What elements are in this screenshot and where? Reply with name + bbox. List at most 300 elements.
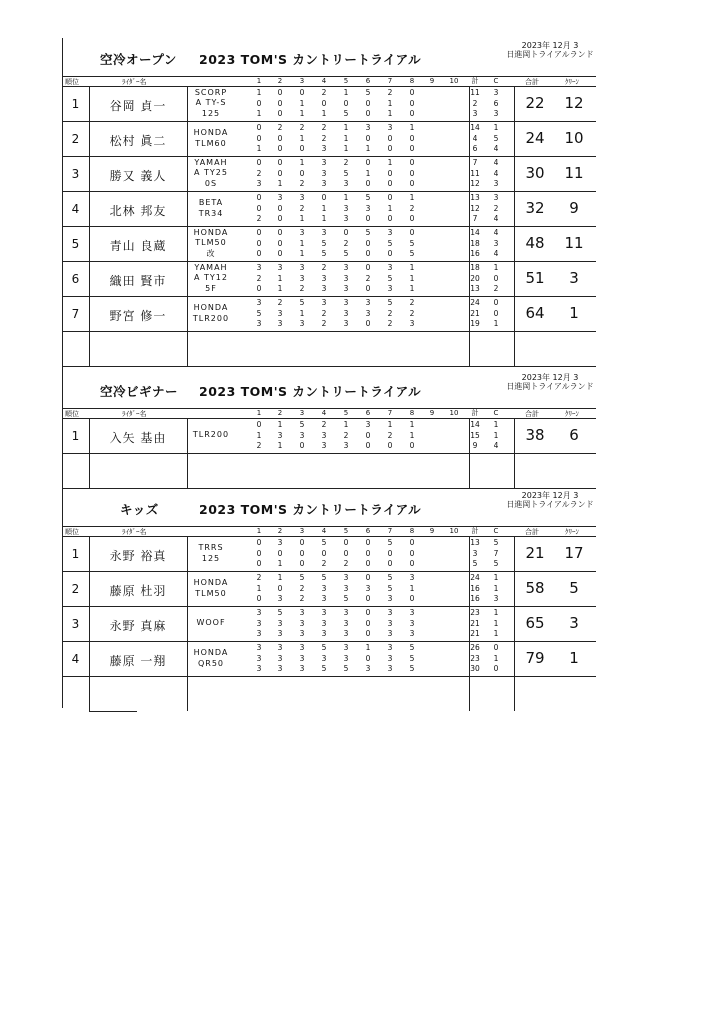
col-rank-label: 順位 — [65, 410, 79, 418]
rider-clean: 1 — [569, 304, 579, 322]
section-score: 0 — [365, 263, 371, 272]
bike-line: TLM60 — [195, 138, 227, 148]
event-date-venue — [500, 373, 600, 391]
section-score: 3 — [343, 608, 349, 617]
section-score: 0 — [365, 548, 371, 558]
rider-total: 64 — [525, 304, 545, 322]
section-score: 5 — [387, 298, 393, 307]
rider-clean: 3 — [569, 269, 579, 287]
section-score: 0 — [277, 168, 283, 178]
section-score: 2 — [409, 203, 415, 213]
rider-row — [62, 86, 596, 121]
section-score: 0 — [299, 559, 305, 568]
section-score: 0 — [256, 559, 262, 568]
section-score: 2 — [256, 168, 262, 178]
section-score: 1 — [277, 559, 283, 568]
lap-clean: 2 — [493, 284, 499, 293]
rider-bike — [190, 543, 232, 564]
section-score: 2 — [387, 88, 393, 97]
lap-clean: 1 — [493, 319, 499, 328]
section-score: 0 — [409, 98, 415, 108]
rider-row — [62, 261, 596, 296]
bike-line: A TY12 — [194, 273, 228, 283]
rider-rank: 4 — [71, 202, 80, 216]
section-score: 3 — [343, 643, 349, 652]
rider-clean: 12 — [564, 94, 584, 112]
col-c-label: C — [493, 77, 499, 85]
section-score: 0 — [277, 238, 283, 248]
section-score: 0 — [277, 144, 283, 153]
lap-clean: 1 — [493, 420, 499, 429]
section-score: 0 — [256, 594, 262, 603]
section-number: 4 — [321, 527, 327, 535]
rider-name: 永野 裕真 — [109, 549, 167, 563]
rider-bike — [190, 578, 232, 599]
section-score: 1 — [256, 109, 262, 118]
class-title: キッズ — [120, 502, 159, 517]
rider-row — [62, 641, 596, 676]
section-score: 0 — [277, 583, 283, 593]
rider-total: 22 — [525, 94, 545, 112]
rider-row — [62, 536, 596, 571]
section-number: 5 — [343, 527, 349, 535]
lap-clean: 1 — [493, 618, 499, 628]
section-score: 1 — [299, 214, 305, 223]
section-score: 0 — [409, 168, 415, 178]
section-score: 3 — [256, 179, 262, 188]
section-score: 3 — [321, 583, 327, 593]
section-score: 5 — [409, 249, 415, 258]
rider-row — [62, 156, 596, 191]
section-score: 2 — [256, 573, 262, 582]
section-score: 0 — [365, 109, 371, 118]
event-venue: 日進岡トライアルランド — [506, 50, 594, 59]
section-score: 0 — [256, 98, 262, 108]
section-score: 5 — [299, 573, 305, 582]
section-score: 2 — [387, 430, 393, 440]
section-score: 3 — [343, 583, 349, 593]
section-score: 5 — [409, 238, 415, 248]
lap-clean: 0 — [493, 643, 499, 652]
section-score: 1 — [277, 420, 283, 429]
column-rule — [89, 86, 90, 366]
rider-total: 48 — [525, 234, 545, 252]
section-score: 5 — [343, 664, 349, 673]
section-score: 2 — [343, 559, 349, 568]
lap-kei: 23 — [470, 608, 480, 617]
section-score: 1 — [387, 158, 393, 167]
section-score: 0 — [299, 441, 305, 450]
section-number: 7 — [387, 77, 393, 85]
lap-kei: 24 — [470, 298, 480, 307]
col-rank-label: 順位 — [65, 528, 79, 536]
section-score: 3 — [365, 123, 371, 132]
section-number: 4 — [321, 77, 327, 85]
section-score: 3 — [321, 618, 327, 628]
section-number: 5 — [343, 409, 349, 417]
section-score: 0 — [387, 548, 393, 558]
section-score: 3 — [343, 629, 349, 638]
section-score: 3 — [409, 319, 415, 328]
section-score: 0 — [409, 594, 415, 603]
rider-rank: 1 — [71, 429, 80, 443]
section-number: 2 — [277, 527, 283, 535]
lap-clean: 7 — [493, 548, 499, 558]
section-score: 0 — [365, 284, 371, 293]
section-score: 2 — [343, 158, 349, 167]
rider-rank: 3 — [71, 167, 80, 181]
lap-kei: 4 — [472, 133, 478, 143]
section-score: 0 — [299, 548, 305, 558]
section-number: 1 — [256, 527, 262, 535]
lap-clean: 1 — [493, 629, 499, 638]
section-score: 3 — [299, 653, 305, 663]
rider-total: 32 — [525, 199, 545, 217]
section-score: 3 — [321, 653, 327, 663]
section-score: 3 — [321, 228, 327, 237]
lap-clean: 1 — [493, 653, 499, 663]
section-score: 3 — [365, 420, 371, 429]
section-score: 3 — [277, 664, 283, 673]
rider-rank: 2 — [71, 132, 80, 146]
section-score: 2 — [365, 273, 371, 283]
rider-name: 永野 真麻 — [109, 619, 167, 633]
section-score: 0 — [299, 538, 305, 547]
section-score: 1 — [321, 214, 327, 223]
section-score: 1 — [299, 238, 305, 248]
section-score: 2 — [256, 214, 262, 223]
col-kei-label: 計 — [471, 527, 479, 535]
rider-total: 65 — [525, 614, 545, 632]
lap-kei: 16 — [470, 249, 480, 258]
event-title: 2023 TOM'S カントリートライアル — [199, 52, 422, 67]
rider-name: 入矢 基由 — [109, 431, 167, 445]
section-score: 3 — [365, 203, 371, 213]
section-score: 0 — [277, 214, 283, 223]
bike-line: 125 — [201, 553, 221, 563]
lap-kei: 19 — [470, 319, 480, 328]
section-score: 5 — [365, 88, 371, 97]
section-score: 3 — [299, 608, 305, 617]
section-score: 0 — [277, 203, 283, 213]
lap-clean: 5 — [493, 538, 499, 547]
section-score: 0 — [409, 228, 415, 237]
section-score: 0 — [387, 193, 393, 202]
rider-row — [62, 226, 596, 261]
section-score: 1 — [409, 430, 415, 440]
section-score: 2 — [387, 319, 393, 328]
section-score: 3 — [299, 664, 305, 673]
section-score: 2 — [299, 583, 305, 593]
section-score: 0 — [387, 144, 393, 153]
section-score: 5 — [343, 168, 349, 178]
section-score: 0 — [365, 249, 371, 258]
lap-clean: 5 — [493, 133, 499, 143]
section-score: 3 — [277, 629, 283, 638]
section-score: 3 — [365, 583, 371, 593]
section-number: 3 — [299, 409, 305, 417]
section-score: 1 — [409, 263, 415, 272]
section-score: 3 — [277, 594, 283, 603]
section-score: 1 — [343, 420, 349, 429]
section-score: 2 — [321, 308, 327, 318]
column-rule — [469, 536, 470, 711]
section-score: 0 — [365, 98, 371, 108]
section-number: 6 — [365, 527, 371, 535]
section-score: 2 — [256, 273, 262, 283]
event-venue: 日進岡トライアルランド — [506, 500, 594, 509]
event-date: 2023年 12月 3 — [521, 41, 579, 50]
section-score: 0 — [277, 158, 283, 167]
event-title: 2023 TOM'S カントリートライアル — [199, 384, 422, 399]
section-score: 1 — [277, 284, 283, 293]
bike-line: A TY25 — [194, 168, 228, 178]
bike-line: WOOF — [196, 618, 226, 628]
section-score: 3 — [343, 653, 349, 663]
event-title: 2023 TOM'S カントリートライアル — [199, 502, 422, 517]
section-score: 1 — [277, 573, 283, 582]
section-score: 0 — [409, 144, 415, 153]
section-score: 3 — [321, 168, 327, 178]
section-score: 3 — [299, 629, 305, 638]
section-score: 2 — [321, 123, 327, 132]
lap-kei: 21 — [470, 308, 480, 318]
lap-clean: 4 — [493, 441, 499, 450]
lap-clean: 4 — [493, 214, 499, 223]
section-score: 1 — [409, 284, 415, 293]
section-score: 3 — [256, 319, 262, 328]
section-score: 1 — [256, 88, 262, 97]
section-number: 4 — [321, 409, 327, 417]
section-score: 5 — [277, 608, 283, 617]
lap-kei: 18 — [470, 238, 480, 248]
bike-line: HONDA — [193, 128, 229, 137]
section-score: 3 — [343, 308, 349, 318]
rider-total: 79 — [525, 649, 545, 667]
section-score: 1 — [409, 123, 415, 132]
section-score: 3 — [343, 273, 349, 283]
rider-bike — [190, 430, 232, 441]
section-score: 3 — [387, 618, 393, 628]
lap-kei: 18 — [470, 263, 480, 272]
section-score: 2 — [277, 123, 283, 132]
section-score: 3 — [277, 538, 283, 547]
section-score: 1 — [343, 193, 349, 202]
section-score: 3 — [321, 629, 327, 638]
section-score: 1 — [256, 583, 262, 593]
bike-line: 5F — [205, 283, 217, 293]
section-score: 3 — [321, 608, 327, 617]
section-score: 5 — [387, 573, 393, 582]
section-number: 7 — [387, 409, 393, 417]
section-score: 1 — [299, 158, 305, 167]
section-score: 3 — [387, 643, 393, 652]
section-score: 3 — [343, 203, 349, 213]
rider-rank: 1 — [71, 97, 80, 111]
section-score: 3 — [387, 653, 393, 663]
lap-clean: 2 — [493, 203, 499, 213]
section-score: 3 — [321, 298, 327, 307]
lap-kei: 12 — [470, 203, 480, 213]
section-score: 3 — [277, 263, 283, 272]
section-score: 0 — [256, 203, 262, 213]
section-score: 3 — [321, 441, 327, 450]
bike-line: QR50 — [197, 658, 225, 668]
bike-line: HONDA — [193, 648, 229, 657]
section-score: 0 — [387, 214, 393, 223]
class-block — [62, 488, 596, 711]
section-score: 3 — [321, 144, 327, 153]
rider-clean: 11 — [564, 164, 584, 182]
section-score: 3 — [343, 263, 349, 272]
section-score: 5 — [299, 298, 305, 307]
section-score: 3 — [299, 228, 305, 237]
section-score: 3 — [343, 179, 349, 188]
section-score: 0 — [256, 420, 262, 429]
lap-clean: 3 — [493, 193, 499, 202]
section-score: 1 — [321, 109, 327, 118]
section-score: 0 — [409, 109, 415, 118]
section-number: 1 — [256, 77, 262, 85]
section-score: 3 — [256, 298, 262, 307]
section-score: 0 — [277, 228, 283, 237]
rider-rank: 1 — [71, 547, 80, 561]
section-score: 3 — [387, 664, 393, 673]
section-score: 5 — [343, 109, 349, 118]
lap-kei: 24 — [470, 573, 480, 582]
section-score: 3 — [387, 608, 393, 617]
rider-bike — [190, 88, 232, 120]
section-score: 2 — [343, 430, 349, 440]
rider-row — [62, 296, 596, 331]
section-score: 2 — [321, 420, 327, 429]
section-score: 0 — [343, 228, 349, 237]
section-score: 1 — [343, 133, 349, 143]
section-score: 0 — [343, 548, 349, 558]
section-score: 2 — [387, 308, 393, 318]
section-score: 0 — [365, 319, 371, 328]
rider-bike — [190, 198, 232, 219]
lap-clean: 4 — [493, 249, 499, 258]
section-score: 2 — [299, 203, 305, 213]
section-score: 3 — [409, 573, 415, 582]
section-number: 10 — [449, 77, 459, 85]
lap-kei: 5 — [472, 559, 478, 568]
section-score: 0 — [409, 548, 415, 558]
section-score: 1 — [299, 98, 305, 108]
lap-kei: 21 — [470, 618, 480, 628]
lap-clean: 3 — [493, 109, 499, 118]
lap-kei: 14 — [470, 420, 480, 429]
section-score: 3 — [299, 618, 305, 628]
section-score: 1 — [387, 203, 393, 213]
section-score: 2 — [299, 179, 305, 188]
section-score: 3 — [277, 193, 283, 202]
rider-row — [62, 571, 596, 606]
bike-line: TLM50 — [195, 588, 227, 598]
lap-kei: 20 — [470, 273, 480, 283]
section-score: 0 — [365, 158, 371, 167]
section-score: 2 — [321, 263, 327, 272]
lap-kei: 26 — [470, 643, 480, 652]
section-score: 0 — [365, 238, 371, 248]
section-score: 3 — [387, 228, 393, 237]
section-score: 0 — [387, 168, 393, 178]
section-score: 3 — [321, 594, 327, 603]
row-rule — [62, 676, 596, 677]
section-score: 3 — [277, 618, 283, 628]
section-score: 5 — [365, 193, 371, 202]
section-score: 1 — [343, 88, 349, 97]
section-score: 0 — [365, 133, 371, 143]
col-kei-label: 計 — [471, 77, 479, 85]
col-c-label: C — [493, 409, 499, 417]
rider-name: 谷岡 貞一 — [109, 99, 167, 113]
section-score: 0 — [321, 98, 327, 108]
section-score: 3 — [277, 319, 283, 328]
section-score: 2 — [299, 594, 305, 603]
bike-line: TLR200 — [192, 430, 230, 440]
section-score: 0 — [256, 133, 262, 143]
rider-row — [62, 191, 596, 226]
rider-rank: 5 — [71, 237, 80, 251]
column-rule — [187, 86, 188, 366]
footer-rule — [89, 711, 137, 712]
section-score: 1 — [277, 441, 283, 450]
col-clean-label: ｸﾘｰﾝ — [565, 410, 579, 418]
section-score: 5 — [321, 573, 327, 582]
rider-bike — [190, 648, 232, 669]
bike-line: 0S — [204, 178, 218, 188]
lap-kei: 16 — [470, 583, 480, 593]
rider-row — [62, 606, 596, 641]
lap-clean: 1 — [493, 123, 499, 132]
section-score: 3 — [256, 664, 262, 673]
lap-clean: 3 — [493, 594, 499, 603]
event-venue: 日進岡トライアルランド — [506, 382, 594, 391]
rider-name: 藤原 一翔 — [109, 654, 167, 668]
section-score: 0 — [321, 193, 327, 202]
section-score: 5 — [409, 643, 415, 652]
class-title: 空冷オープン — [100, 52, 177, 67]
section-score: 5 — [321, 238, 327, 248]
column-rule — [469, 418, 470, 488]
rider-bike — [190, 128, 232, 149]
column-rule — [514, 86, 515, 366]
section-score: 3 — [321, 430, 327, 440]
section-score: 0 — [256, 284, 262, 293]
section-score: 0 — [299, 88, 305, 97]
section-score: 3 — [277, 653, 283, 663]
rider-total: 58 — [525, 579, 545, 597]
lap-kei: 16 — [470, 594, 480, 603]
section-score: 5 — [409, 653, 415, 663]
section-score: 0 — [277, 249, 283, 258]
rider-total: 51 — [525, 269, 545, 287]
lap-kei: 3 — [472, 548, 478, 558]
section-score: 1 — [299, 308, 305, 318]
section-score: 3 — [299, 273, 305, 283]
section-score: 0 — [256, 249, 262, 258]
event-date: 2023年 12月 3 — [521, 491, 579, 500]
section-score: 0 — [365, 430, 371, 440]
section-score: 2 — [256, 441, 262, 450]
section-score: 0 — [387, 179, 393, 188]
rider-name: 松村 眞二 — [109, 134, 167, 148]
lap-kei: 11 — [470, 168, 480, 178]
section-score: 1 — [256, 430, 262, 440]
section-number: 8 — [409, 409, 415, 417]
